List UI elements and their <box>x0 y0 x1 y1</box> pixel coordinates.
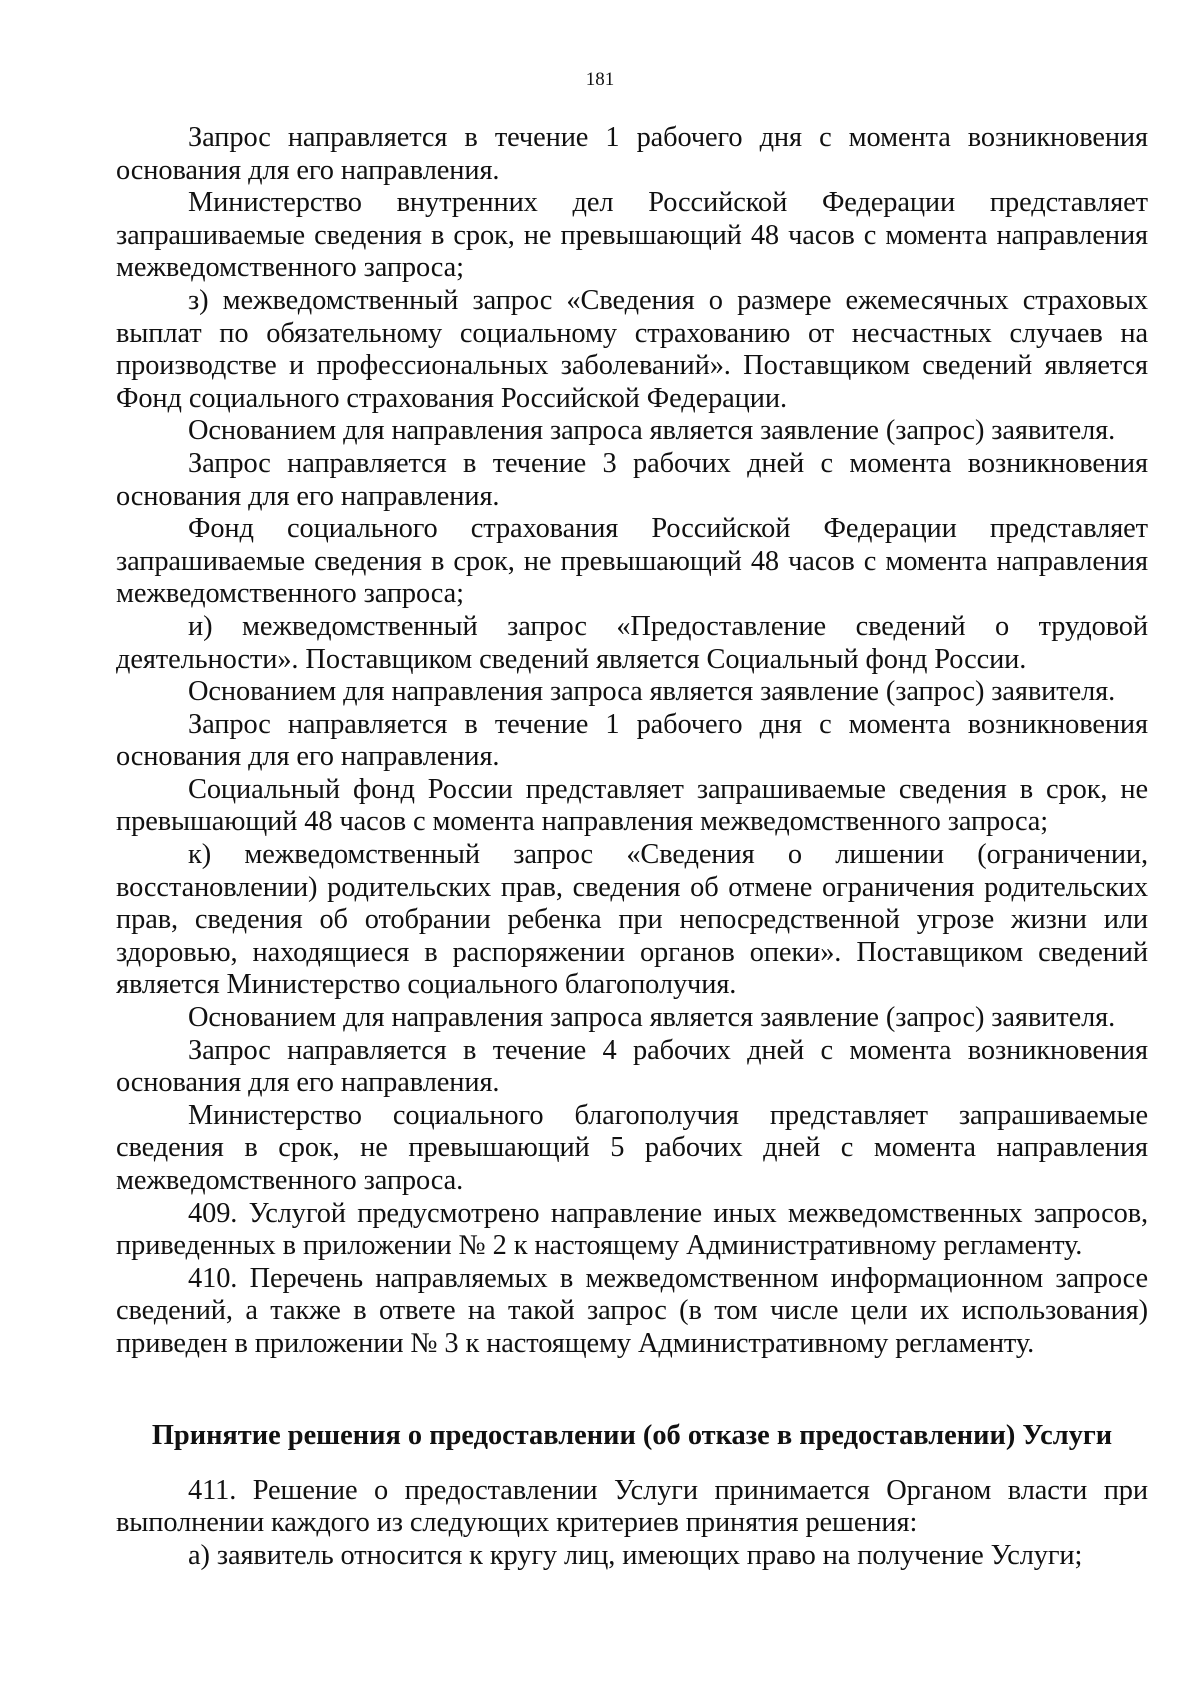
paragraph: Запрос направляется в течение 1 рабочего дня с момента возникновения основания для его направления. <box>116 122 1148 186</box>
paragraph: и) межведомственный запрос «Предоставление сведений о трудовой деятельности». Поставщиком сведений является Социальный фонд России. <box>116 610 1148 675</box>
paragraph: Запрос направляется в течение 3 рабочих дней с момента возникновения основания для его направления. <box>116 447 1148 512</box>
paragraph: Фонд социального страхования Российской Федерации представляет запрашиваемые сведения в срок, не превышающий 48 часов с момента направления межведомственного запроса; <box>116 513 1148 610</box>
paragraph: к) межведомственный запрос «Сведения о лишении (ограничении, восстановлении) родительских прав, сведения об отмене ограничения родительских прав, сведения об отобрании ребенка при непосредственной угрозе жизни или здоровью, находящиеся в распоряжении органов опеки». Поставщиком сведений является Министерство социального благополучия. <box>116 839 1148 1001</box>
paragraph: Основанием для направления запроса является заявление (запрос) заявителя. <box>188 415 1116 447</box>
paragraph: Основанием для направления запроса является заявление (запрос) заявителя. <box>188 676 1116 708</box>
paragraph: 411. Решение о предоставлении Услуги принимается Органом власти при выполнении каждого из следующих критериев принятия решения: <box>116 1474 1148 1539</box>
paragraph: 409. Услугой предусмотрено направление иных межведомственных запросов, приведенных в приложении № 2 к настоящему Административному регламенту. <box>116 1197 1148 1262</box>
paragraph: Министерство социального благополучия представляет запрашиваемые сведения в срок, не превышающий 5 рабочих дней с момента направления межведомственного запроса. <box>116 1099 1148 1196</box>
paragraph: а) заявитель относится к кругу лиц, имеющих право на получение Услуги; <box>188 1539 1083 1571</box>
paragraph: Социальный фонд России представляет запрашиваемые сведения в срок, не превышающий 48 часов с момента направления межведомственного запроса; <box>116 773 1148 838</box>
paragraph: Основанием для направления запроса является заявление (запрос) заявителя. <box>188 1002 1116 1034</box>
page-number: 181 <box>585 69 615 90</box>
section-heading: Принятие решения о предоставлении (об отказе в предоставлении) Услуги <box>151 1419 1113 1451</box>
document-body <box>116 122 1148 1572</box>
paragraph: з) межведомственный запрос «Сведения о размере ежемесячных страховых выплат по обязательному социальному страхованию от несчастных случаев на производстве и профессиональных заболеваний». Поставщиком сведений является Фонд социального страхования Российской Федерации. <box>116 284 1148 414</box>
paragraph: 410. Перечень направляемых в межведомственном информационном запросе сведений, а также в ответе на такой запрос (в том числе цели их использования) приведен в приложении № 3 к настоящему Административному регламенту. <box>116 1262 1148 1359</box>
paragraph: Запрос направляется в течение 1 рабочего дня с момента возникновения основания для его направления. <box>116 708 1148 773</box>
paragraph: Запрос направляется в течение 4 рабочих дней с момента возникновения основания для его направления. <box>116 1034 1148 1099</box>
paragraph: Министерство внутренних дел Российской Федерации представляет запрашиваемые сведения в срок, не превышающий 48 часов с момента направления межведомственного запроса; <box>116 187 1148 284</box>
